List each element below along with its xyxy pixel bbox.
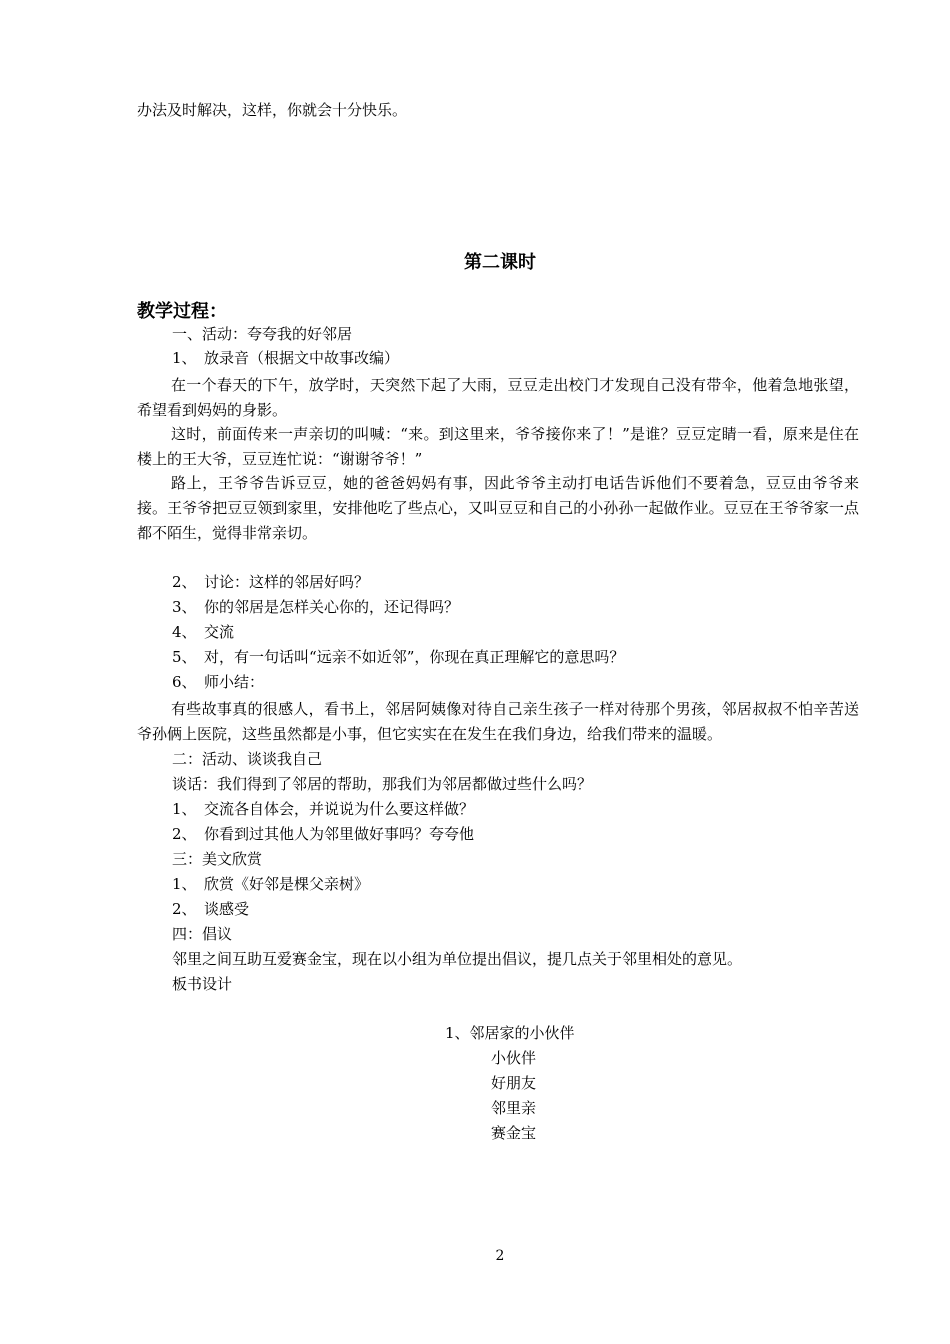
activity1-item3: 3、 你的邻居是怎样关心你的，还记得吗？	[172, 598, 460, 616]
board-line: 赛金宝	[491, 1124, 537, 1142]
story-paragraph-2: 这时，前面传来一声亲切的叫喊：“来。到这里来，爷爷接你来了！”是谁？豆豆定睛一看，原来是住在楼上的王大爷，豆豆连忙说：“谢谢爷爷！”	[137, 425, 859, 468]
activity3-item2: 2、 谈感受	[172, 900, 250, 918]
activity4-text: 邻里之间互助互爱赛金宝，现在以小组为单位提出倡议，提几点关于邻里相处的意见。	[172, 950, 743, 968]
board-line: 邻里亲	[491, 1099, 537, 1117]
board-title: 1、邻居家的小伙伴	[445, 1024, 575, 1042]
activity2-heading: 二：活动、谈谈我自己	[172, 750, 323, 768]
activity4-heading: 四：倡议	[172, 925, 233, 943]
activity1-item5: 5、 对，有一句话叫“远亲不如近邻”，你现在真正理解它的意思吗？	[172, 648, 625, 666]
activity1-item1: 1、 放录音（根据文中故事改编）	[172, 349, 400, 367]
board-line: 好朋友	[491, 1074, 537, 1092]
teacher-summary: 有些故事真的很感人，看书上，邻居阿姨像对待自己亲生孩子一样对待那个男孩，邻居叔叔不怕辛苦送爷孙俩上医院，这些虽然都是小事，但它实实在在发生在我们身边，给我们带来的温暖。	[137, 700, 859, 743]
activity1-heading: 一、活动：夸夸我的好邻居	[172, 325, 353, 343]
activity1-item4: 4、 交流	[172, 623, 235, 641]
activity2-item1: 1、 交流各自体会，并说说为什么要这样做？	[172, 800, 475, 818]
activity1-item2: 2、 讨论：这样的邻居好吗？	[172, 573, 370, 591]
continued-text: 办法及时解决，这样，你就会十分快乐。	[137, 101, 408, 119]
board-line: 小伙伴	[491, 1049, 537, 1067]
page-number: 2	[495, 1248, 505, 1264]
activity3-heading: 三：美文欣赏	[172, 850, 263, 868]
process-heading: 教学过程：	[137, 301, 227, 322]
activity2-talk: 谈话：我们得到了邻居的帮助，那我们为邻居都做过些什么吗？	[172, 775, 593, 793]
activity2-item2: 2、 你看到过其他人为邻里做好事吗？夸夸他	[172, 825, 475, 843]
section-title: 第二课时	[464, 252, 536, 273]
story-paragraph-3: 路上，王爷爷告诉豆豆，她的爸爸妈妈有事，因此爷爷主动打电话告诉他们不要着急，豆豆由爷爷来接。王爷爷把豆豆领到家里，安排他吃了些点心，又叫豆豆和自己的小孙孙一起做作业。豆豆在王爷爷家一点都不陌生，觉得非常亲切。	[137, 474, 859, 542]
story-paragraph-1: 在一个春天的下午，放学时，天突然下起了大雨，豆豆走出校门才发现自己没有带伞，他着急地张望，希望看到妈妈的身影。	[137, 376, 859, 419]
activity1-item6: 6、 师小结：	[172, 673, 265, 691]
activity3-item1: 1、 欣赏《好邻是棵父亲树》	[172, 875, 370, 893]
board-label: 板书设计	[172, 975, 233, 993]
